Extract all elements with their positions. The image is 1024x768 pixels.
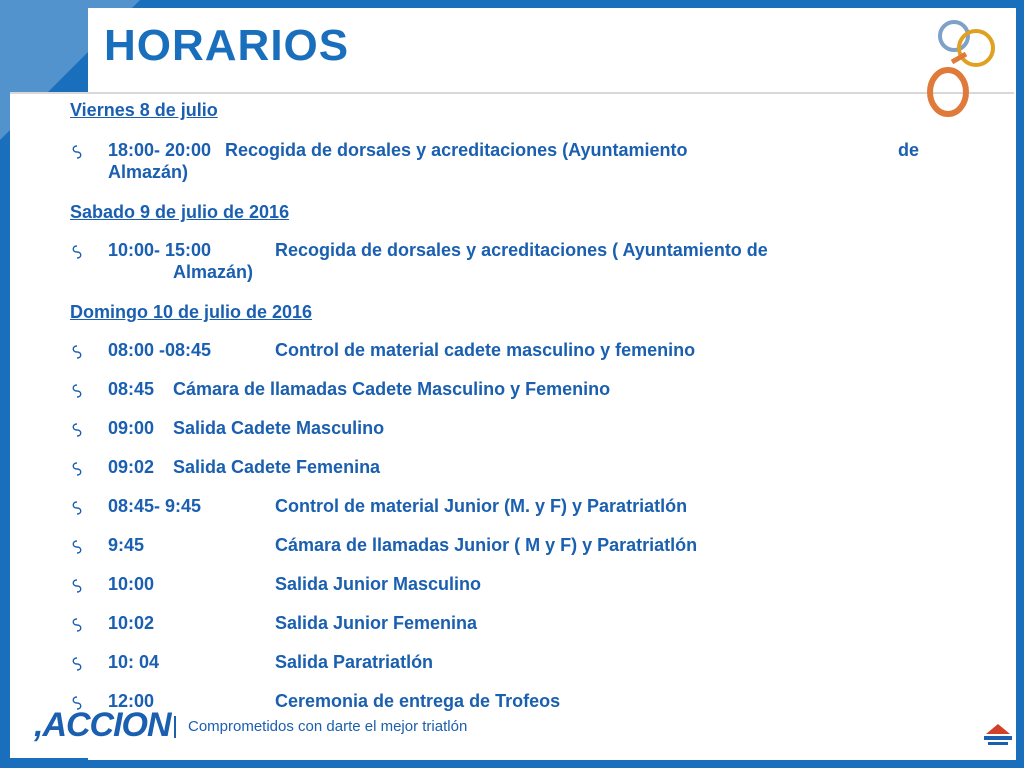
item-time: 18:00- 20:00 [108,140,212,160]
footer-slogan: Comprometidos con darte el mejor triatlón [188,718,468,735]
item-time: 12:00 [108,691,155,711]
bullet-icon [70,422,84,438]
item-continuation: Almazán) [173,262,254,282]
item-text: Salida Paratriatlón [275,652,434,672]
footer-separator [174,716,176,738]
triathlon-mini-logo-icon [978,720,1018,750]
item-text: Cámara de llamadas Cadete Masculino y Femenino [173,379,611,399]
bullet-icon [70,500,84,516]
page-title: HORARIOS [104,21,350,70]
brand-logo: ,ACCION [34,706,171,744]
bullet-icon [70,383,84,399]
item-text-wrap: de [898,140,920,160]
bullet-icon [70,144,84,160]
item-time: 08:45- 9:45 [108,496,202,516]
item-text: Ceremonia de entrega de Trofeos [275,691,561,711]
frame-top-bar [0,0,1024,8]
item-text: Salida Cadete Femenina [173,457,381,477]
frame-right-bar [1016,0,1024,768]
day-date-saturday: Sabado 9 de julio de 2016 [70,202,290,222]
item-text: Recogida de dorsales y acreditaciones (Ayuntamiento [225,140,688,160]
item-time: 10:02 [108,613,155,633]
day-date-friday: Viernes 8 de julio [70,100,218,120]
bullet-icon [70,617,84,633]
item-time: 10: 04 [108,652,160,672]
bullet-icon [70,244,84,260]
item-time: 10:00 [108,574,155,594]
bullet-icon [70,578,84,594]
item-time: 10:00- 15:00 [108,240,212,260]
item-continuation: Almazán) [108,162,189,182]
item-time: 09:02 [108,457,155,477]
item-time: 08:45 [108,379,155,399]
item-time: 9:45 [108,535,145,555]
footer-bar [34,706,994,750]
item-text: Salida Junior Femenina [275,613,478,633]
item-text: Control de material Junior (M. y F) y Paratriatlón [275,496,688,516]
day-date-sunday: Domingo 10 de julio de 2016 [70,302,313,322]
bullet-icon [70,539,84,555]
item-time: 09:00 [108,418,155,438]
content-panel [10,92,1014,758]
item-text: Salida Cadete Masculino [173,418,385,438]
item-text: Recogida de dorsales y acreditaciones ( Ayuntamiento de [275,240,768,260]
item-time: 08:00 -08:45 [108,340,212,360]
frame-bottom-bar [0,760,1024,768]
bullet-icon [70,344,84,360]
bullet-icon [70,461,84,477]
item-text: Cámara de llamadas Junior ( M y F) y Paratriatlón [275,535,698,555]
bullet-icon [70,656,84,672]
item-text: Salida Junior Masculino [275,574,482,594]
event-logo-icon [926,14,1010,126]
item-text: Control de material cadete masculino y femenino [275,340,696,360]
